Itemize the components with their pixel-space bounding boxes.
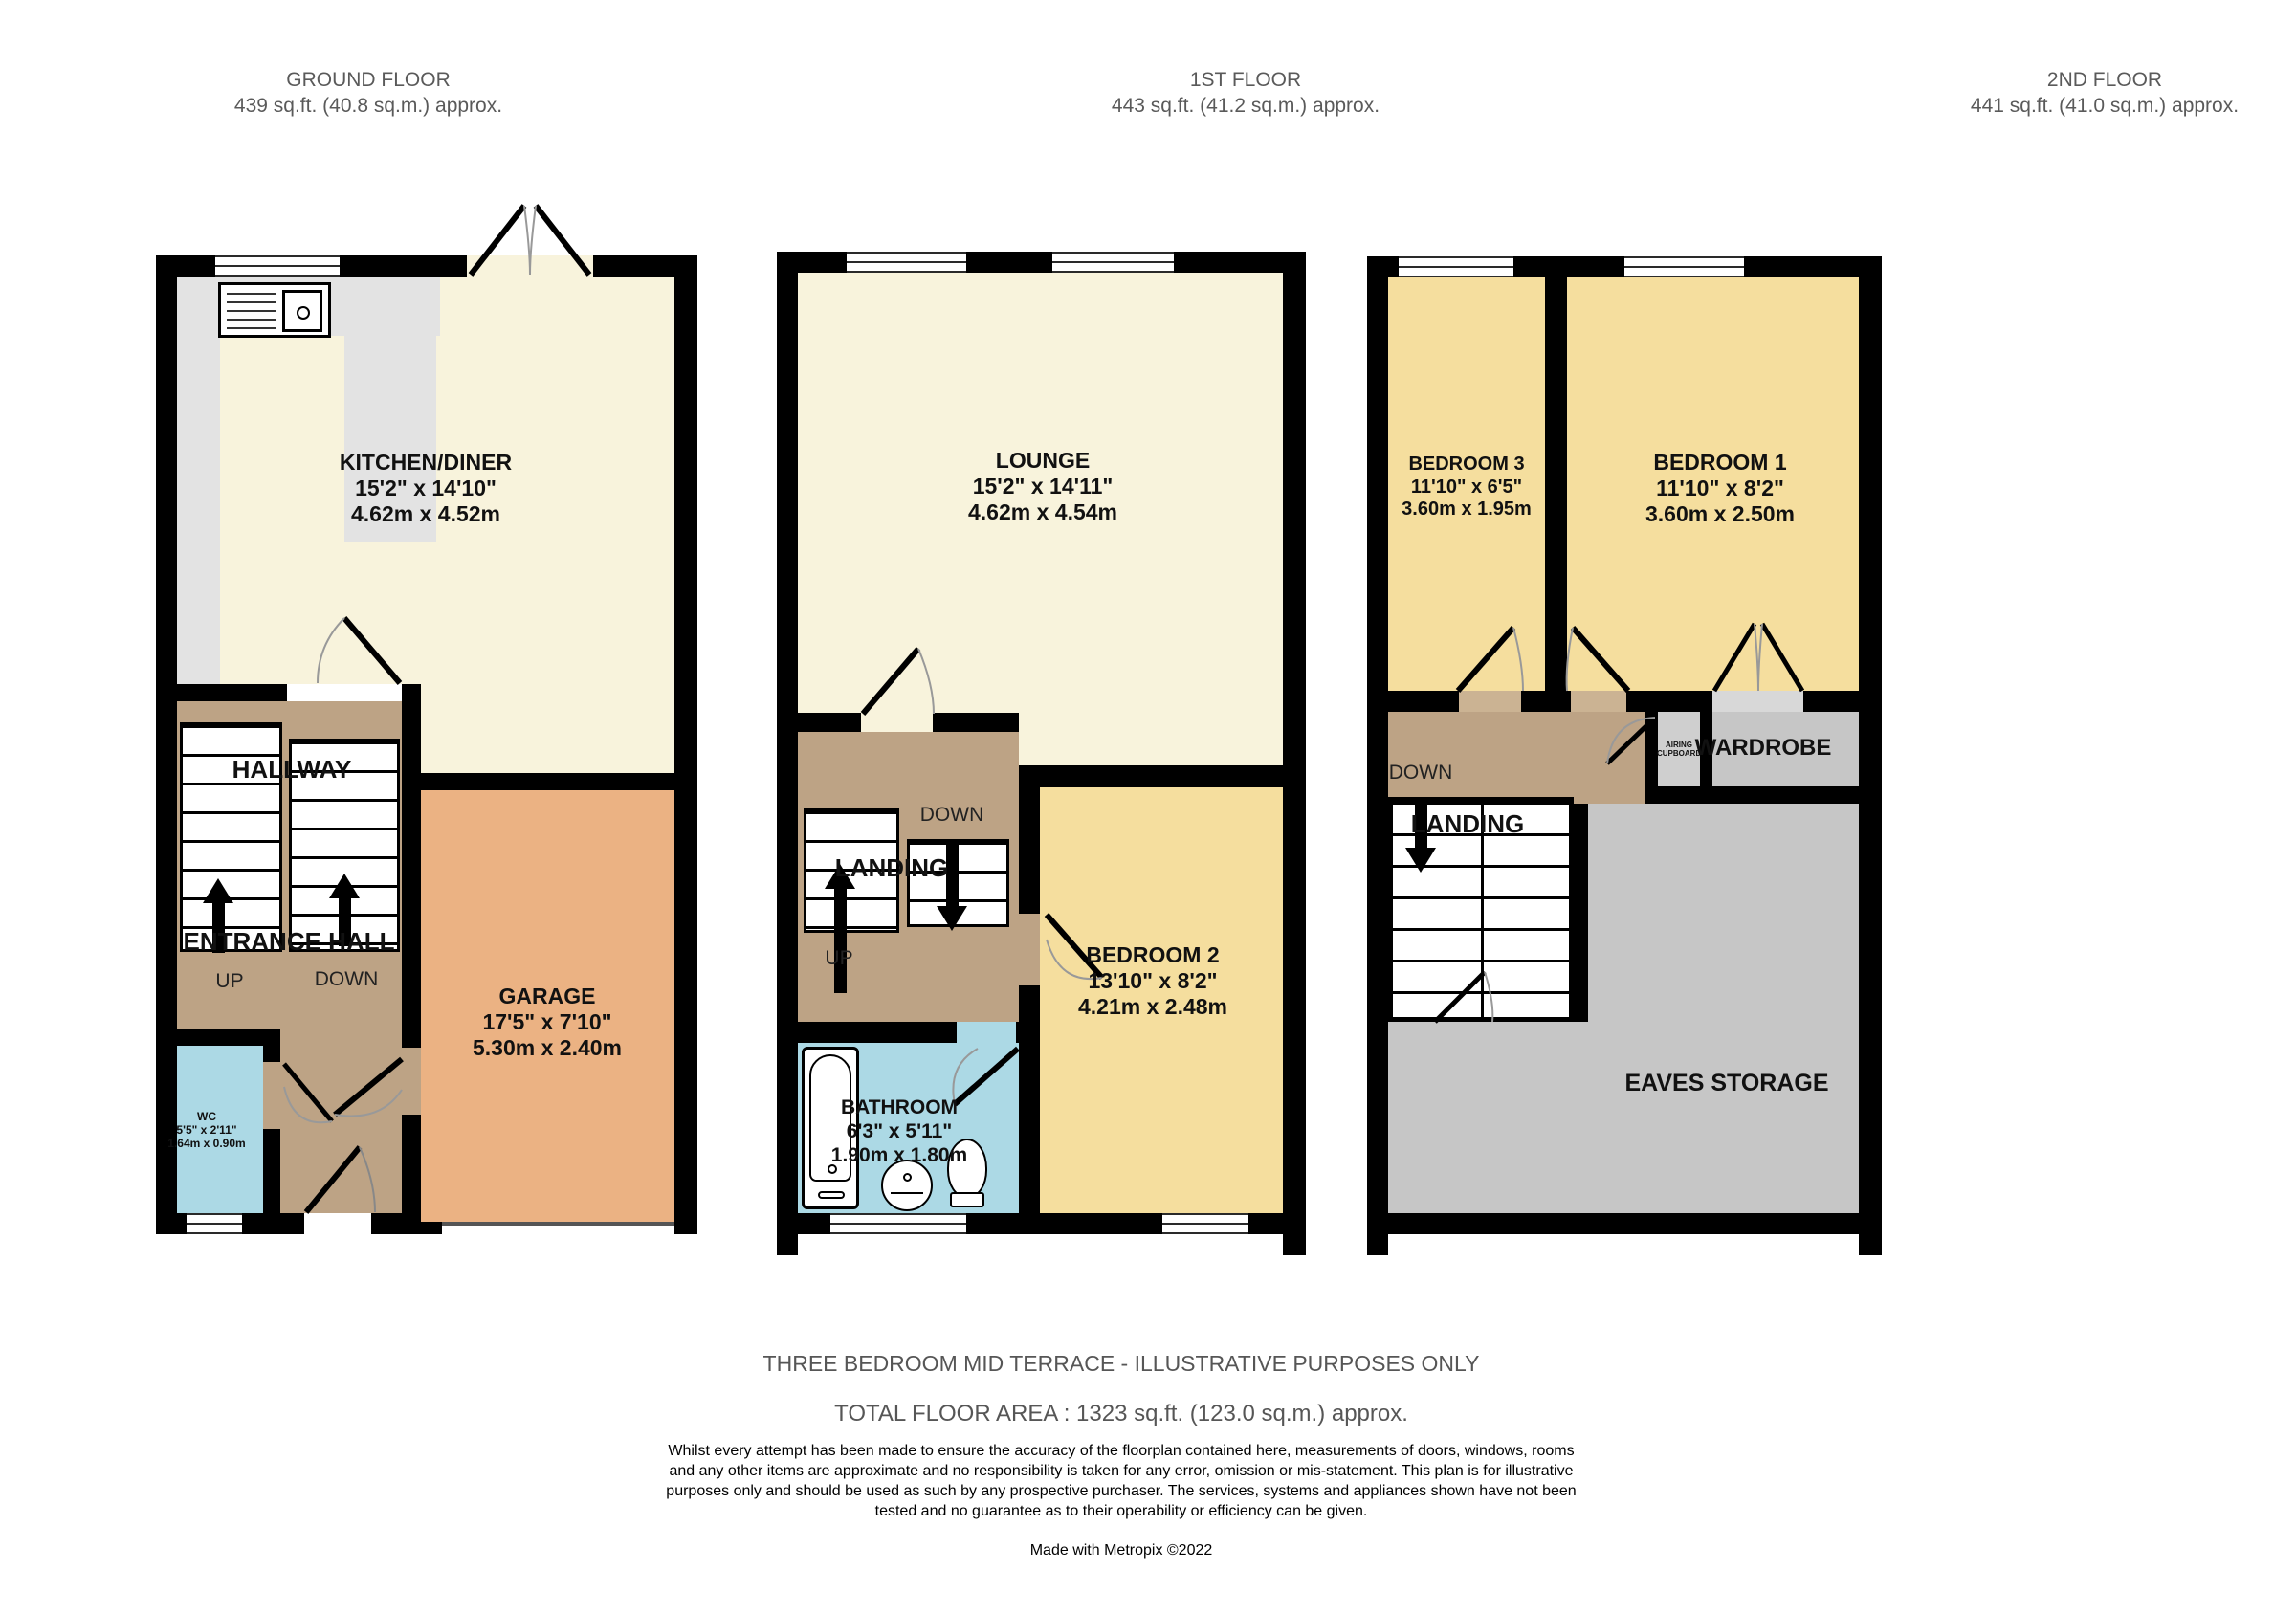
room-metric: 1.64m x 0.90m xyxy=(167,1137,246,1151)
door-arc-icon xyxy=(1433,964,1496,1024)
wall xyxy=(177,1029,263,1046)
disclaimer-text: Whilst every attempt has been made to ensure the accuracy of the floorplan contained here, measurements of doors, windows, rooms and any other items are approximate and no responsibility is taken for any error, omission or mis-statement. This plan is for illustrative purposes only and should be used as such by any prospective purchaser. The services, systems and appliances shown have not been tested and no guarantee as to their operability or efficiency can be given. xyxy=(666,1443,1577,1519)
sink-basin xyxy=(282,290,322,332)
second-floor-title: 2ND FLOOR xyxy=(2046,69,2163,91)
wall xyxy=(1574,804,1588,1022)
total-floor-area: TOTAL FLOOR AREA : 1323 sq.ft. (123.0 sq.m.) approx. xyxy=(834,1401,1408,1427)
room-metric: 4.62m x 4.54m xyxy=(967,499,1117,525)
room-name: BATHROOM xyxy=(840,1096,959,1118)
wardrobe-label: WARDROBE xyxy=(1694,735,1832,761)
first-floor-title: 1ST FLOOR xyxy=(1189,69,1302,91)
landing-label: LANDING xyxy=(834,853,949,882)
french-doors-icon xyxy=(467,196,593,277)
plan-title: THREE BEDROOM MID TERRACE - ILLUSTRATIVE PURPOSES ONLY xyxy=(762,1351,1480,1376)
room-name: KITCHEN/DINER xyxy=(339,450,513,475)
window xyxy=(1052,252,1174,273)
lounge-label xyxy=(899,448,1186,525)
room-name: GARAGE xyxy=(498,984,596,1008)
window xyxy=(187,1213,242,1234)
room-imperial: 11'10" x 8'2" xyxy=(1656,476,1784,501)
kitchen-diner-label xyxy=(282,450,569,527)
ground-floor-area: 439 sq.ft. (40.8 sq.m.) approx. xyxy=(233,95,503,117)
room-imperial: 5'5" x 2'11" xyxy=(176,1123,237,1138)
wall xyxy=(1367,256,1388,1255)
bathroom-label xyxy=(780,1096,1019,1167)
airing-cupboard-label: AIRING CUPBOARD xyxy=(1657,741,1702,759)
eaves-storage-label: EAVES STORAGE xyxy=(1624,1070,1829,1096)
down-label: DOWN xyxy=(314,968,379,990)
wall xyxy=(402,773,676,790)
garage-label xyxy=(428,984,667,1061)
wc-label xyxy=(159,1110,254,1150)
door-arc-icon xyxy=(280,1060,342,1133)
room-metric: 5.30m x 2.40m xyxy=(472,1035,622,1061)
wall xyxy=(674,255,697,1234)
room-imperial: 17'5" x 7'10" xyxy=(482,1009,612,1035)
wall xyxy=(1019,765,1283,787)
up-arrow-icon xyxy=(825,864,855,993)
down-label: DOWN xyxy=(1388,762,1453,784)
ground-floor-header xyxy=(177,67,560,119)
bath-taps-icon xyxy=(818,1191,845,1199)
sink-tap-icon xyxy=(903,1173,912,1182)
window xyxy=(215,255,340,277)
door-arc-icon xyxy=(304,1141,377,1214)
bedroom3-label xyxy=(1347,454,1586,521)
credit-text: Made with Metropix ©2022 xyxy=(1029,1542,1213,1559)
ground-floor-title: GROUND FLOOR xyxy=(286,69,451,91)
down-label: DOWN xyxy=(919,804,984,826)
door-opening xyxy=(263,1062,280,1129)
up-label: UP xyxy=(825,947,853,969)
bedroom1-label xyxy=(1577,450,1864,527)
room-metric: 3.60m x 2.50m xyxy=(1645,501,1795,527)
eaves-storage-room xyxy=(1388,1022,1859,1213)
second-floor-header xyxy=(1913,67,2296,119)
room-imperial: 15'2" x 14'11" xyxy=(972,474,1114,499)
room-name: WC xyxy=(197,1110,216,1123)
second-floor-area: 441 sq.ft. (41.0 sq.m.) approx. xyxy=(1970,95,2240,117)
room-name: BEDROOM 3 xyxy=(1408,454,1525,475)
room-metric: 4.62m x 4.52m xyxy=(350,501,500,527)
wall xyxy=(1283,252,1306,1255)
garage-door-line xyxy=(442,1222,674,1226)
first-floor-header xyxy=(1054,67,1437,119)
door-opening xyxy=(861,713,933,732)
room-imperial: 11'10" x 6'5" xyxy=(1410,476,1523,498)
drain-icon xyxy=(297,306,310,320)
landing-label: LANDING xyxy=(1410,809,1525,838)
kitchen-worktop xyxy=(177,277,220,684)
door-opening xyxy=(957,1022,1016,1043)
first-floor-area: 443 sq.ft. (41.2 sq.m.) approx. xyxy=(1111,95,1380,117)
room-name: BEDROOM 1 xyxy=(1653,450,1787,475)
door-opening xyxy=(402,1048,421,1115)
door-arc-icon xyxy=(1600,714,1659,775)
wall xyxy=(1859,256,1882,1255)
wardrobe-doors-icon xyxy=(1711,612,1806,693)
window xyxy=(847,252,966,273)
window xyxy=(1624,256,1744,277)
door-opening xyxy=(1712,691,1803,712)
toilet-base xyxy=(950,1192,984,1207)
bedroom2-label xyxy=(1009,942,1296,1020)
room-imperial: 13'10" x 8'2" xyxy=(1088,968,1218,994)
window xyxy=(1399,256,1513,277)
room-name: BEDROOM 2 xyxy=(1086,942,1220,967)
room-metric: 1.90m x 1.80m xyxy=(830,1143,968,1166)
up-label: UP xyxy=(215,970,244,992)
entrance-hall-label: ENTRANCE HALL xyxy=(183,927,395,956)
room-name: LOUNGE xyxy=(995,448,1091,473)
room-imperial: 15'2" x 14'10" xyxy=(355,476,497,501)
wall xyxy=(177,684,287,701)
door-arc-icon xyxy=(1454,620,1525,693)
window xyxy=(830,1213,966,1234)
kitchen-diner-room xyxy=(421,684,674,773)
door-arc-icon xyxy=(1565,618,1632,693)
sink-ledge xyxy=(891,1192,923,1204)
room-imperial: 6'3" x 5'11" xyxy=(846,1119,953,1142)
door-opening xyxy=(1459,691,1521,712)
door-opening xyxy=(1571,691,1626,712)
door-arc-icon xyxy=(861,643,936,716)
wall xyxy=(1645,786,1861,804)
kitchen-sink-icon xyxy=(218,282,331,338)
front-door-opening xyxy=(304,1213,371,1234)
wall xyxy=(1367,1213,1882,1234)
room-metric: 4.21m x 2.48m xyxy=(1077,994,1227,1020)
hallway-label: HALLWAY xyxy=(232,755,352,784)
drainer-lines xyxy=(227,293,276,331)
room-metric: 3.60m x 1.95m xyxy=(1402,498,1532,520)
wall xyxy=(156,255,177,1234)
window xyxy=(1162,1213,1248,1234)
door-arc-icon xyxy=(316,612,404,687)
